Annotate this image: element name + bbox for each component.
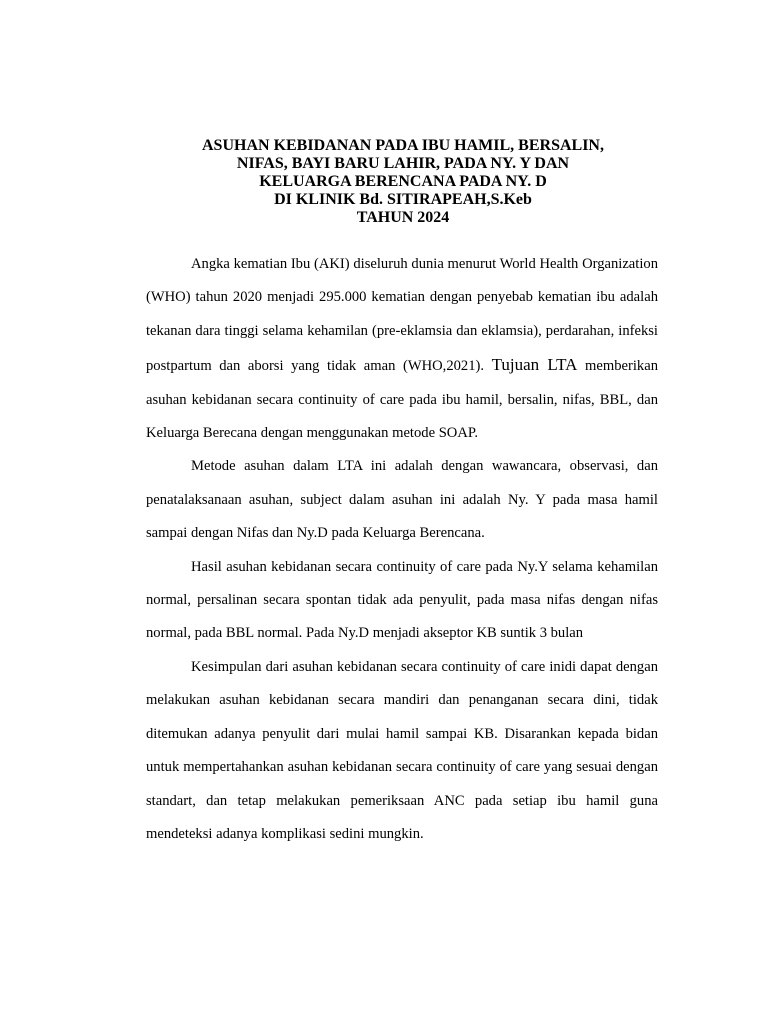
paragraph-method: Metode asuhan dalam LTA ini adalah dengan wawancara, observasi, dan penatalaksanaan asuhan, subject dalam asuhan ini adalah Ny. Y pada masa hamil sampai dengan Nifas dan Ny.D pada Keluarga Berencana. (146, 458, 658, 542)
title-line-4: DI KLINIK Bd. SITIRAPEAH,S.Keb (274, 191, 532, 208)
paragraph-background-text: Angka kematian Ibu (AKI) diseluruh dunia menurut World Health Organization (WHO) tahun 2020 menjadi 295.000 kematian dengan penyebab kematian ibu adalah tekanan dara tinggi selama kehamilan (pre-eklamsia dan eklamsia), perdarahan, infeksi postpartum dan aborsi yang tidak aman (WHO,2021). (146, 256, 658, 375)
title-line-2: NIFAS, BAYI BARU LAHIR, PADA NY. Y DAN (236, 155, 570, 172)
paragraph-background (146, 248, 658, 450)
document-body (146, 248, 658, 851)
paragraph-results: Hasil asuhan kebidanan secara continuity of care pada Ny.Y selama kehamilan normal, persalinan secara spontan tidak ada penyulit, pada masa nifas dengan nifas normal, pada BBL normal. Pada Ny.D menjadi akseptor KB suntik 3 bulan (146, 558, 658, 642)
paragraph-background-emphasis: Tujuan LTA (491, 355, 578, 375)
paragraph-background-text-continued: memberikan asuhan kebidanan secara continuity of care pada ibu hamil, bersalin, nifas, BBL, dan Keluarga Berecana dengan menggunakan metode SOAP. (146, 358, 658, 442)
paragraph-conclusion: Kesimpulan dari asuhan kebidanan secara continuity of care inidi dapat dengan melakukan asuhan kebidanan secara mandiri dan penanganan secara dini, tidak ditemukan adanya penyulit dari mulai hamil sampai KB. Disarankan kepada bidan untuk mempertahankan asuhan kebidanan secara continuity of care yang sesuai dengan standart, dan tetap melakukan pemeriksaan ANC pada setiap ibu hamil guna mendeteksi adanya komplikasi sedini mungkin. (146, 658, 658, 842)
document-title (100, 137, 706, 227)
title-line-1: ASUHAN KEBIDANAN PADA IBU HAMIL, BERSALIN, (202, 137, 604, 154)
title-line-3: KELUARGA BERENCANA PADA NY. D (259, 173, 547, 190)
title-line-5: TAHUN 2024 (356, 209, 450, 226)
